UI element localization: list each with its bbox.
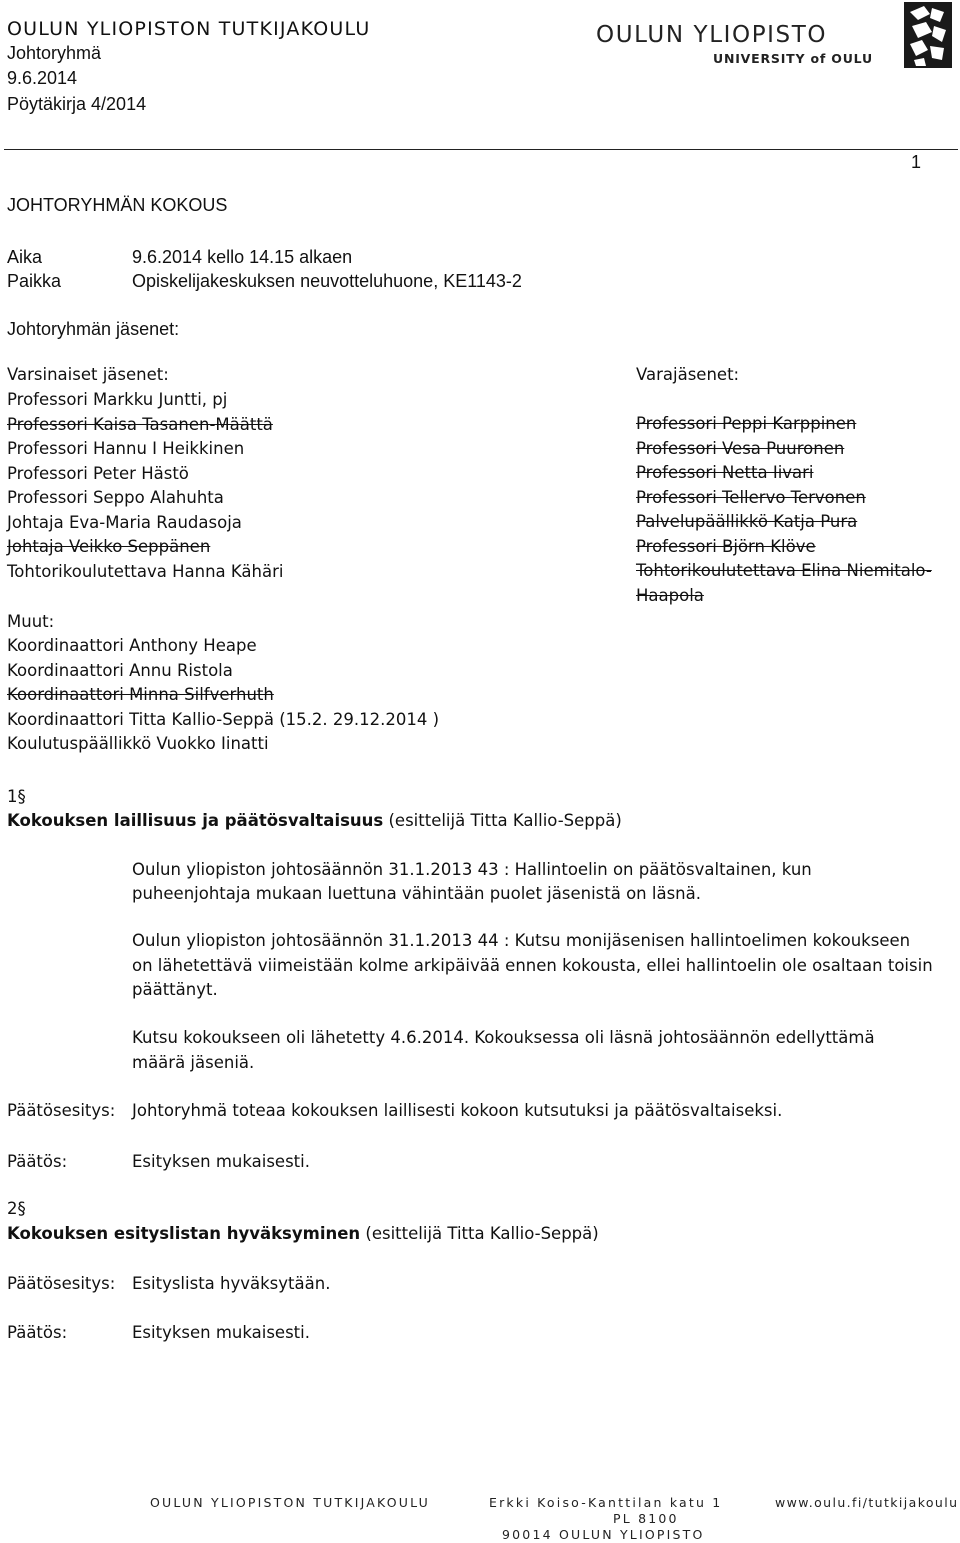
section2-decision-label: Päätös: (7, 1323, 68, 1342)
deputy-member-item: Professori Björn Klöve (636, 536, 816, 556)
footer-address-street: Erkki Koiso-Kanttilan katu 1 (489, 1495, 723, 1510)
regular-member-item: Tohtorikoulutettava Hanna Kähäri (7, 561, 284, 581)
regular-member-item: Professori Seppo Alahuhta (7, 488, 224, 507)
header-date: 9.6.2014 (7, 68, 78, 88)
section1-para1-line1: Oulun yliopiston johtosäännön 31.1.2013 43 : Hallintoelin on päätösvaltainen, kun (132, 860, 812, 879)
logo-subtitle: UNIVERSITY of OULU (713, 51, 873, 66)
section1-para3-line2: määrä jäseniä. (132, 1053, 255, 1072)
other-member-item: Koordinaattori Anthony Heape (7, 636, 257, 655)
logo-name: OULUN YLIOPISTO (596, 22, 828, 48)
header-divider (4, 149, 958, 150)
section1-para2-line3: päättänyt. (132, 980, 218, 999)
time-value: 9.6.2014 kello 14.15 alkaen (132, 247, 353, 267)
section1-proposal-label: Päätösesitys: (7, 1101, 116, 1120)
section-sign-icon: § (17, 1199, 26, 1218)
section1-para2-line2: on lähetettävä viimeistään kolme arkipäivää ennen kokousta, ellei hallintoelin ole osaltaan toisin (132, 956, 933, 975)
place-value: Opiskelijakeskuksen neuvotteluhuone, KE1143-2 (132, 271, 522, 291)
regular-member-item: Johtaja Eva-Maria Raudasoja (7, 512, 242, 532)
deputies-heading: Varajäsenet: (636, 365, 740, 384)
university-logo-icon (904, 2, 952, 68)
footer-web: www.oulu.fi/tutkijakoulu (775, 1495, 959, 1510)
place-label: Paikka (7, 271, 62, 291)
section1-title: Kokouksen laillisuus ja päätösvaltaisuus (esittelijä Titta Kallio-Seppä) (7, 811, 622, 830)
section1-para2-line1: Oulun yliopiston johtosäännön 31.1.2013 44 : Kutsu monijäsenisen hallintoelimen kokoukseen (132, 931, 911, 950)
section2-decision-text: Esityksen mukaisesti. (132, 1323, 310, 1342)
header-group: Johtoryhmä (7, 43, 102, 63)
section1-proposal-text: Johtoryhmä toteaa kokouksen laillisesti kokoon kutsutuksi ja päätösvaltaiseksi. (132, 1101, 783, 1120)
time-label: Aika (7, 247, 43, 267)
other-member-item: Koordinaattori Minna Silfverhuth (7, 685, 274, 704)
footer-address-city: 90014 OULUN YLIOPISTO (502, 1527, 705, 1542)
deputy-member-item: Professori Netta Iivari (636, 463, 814, 482)
other-member-item: Koulutuspäällikkö Vuokko Iinatti (7, 734, 269, 753)
section-sign-icon: § (17, 787, 26, 806)
section2-proposal-label: Päätösesitys: (7, 1274, 116, 1293)
deputy-member-item: Professori Vesa Puuronen (636, 438, 845, 458)
regular-members-heading: Varsinaiset jäsenet: (7, 365, 169, 384)
other-member-item: Koordinaattori Titta Kallio-Seppä (15.2. 29.12.2014 ) (7, 709, 440, 729)
regular-member-item: Professori Peter Hästö (7, 463, 189, 483)
regular-member-item: Johtaja Veikko Seppänen (7, 537, 211, 556)
deputy-member-item: Haapola (636, 585, 704, 605)
deputy-member-item: Palvelupäällikkö Katja Pura (636, 512, 858, 531)
section1-number: 1§ (7, 787, 26, 806)
document-title: JOHTORYHMÄN KOKOUS (7, 195, 228, 215)
footer-org: OULUN YLIOPISTON TUTKIJAKOULU (150, 1495, 430, 1510)
section1-para3-line1: Kutsu kokoukseen oli lähetetty 4.6.2014. Kokouksessa oli läsnä johtosäännön edellyttämä (132, 1028, 875, 1047)
page-number: 1 (911, 152, 922, 172)
regular-member-item: Professori Kaisa Tasanen-Määttä (7, 414, 273, 434)
section1-decision-label: Päätös: (7, 1152, 68, 1171)
deputy-member-item: Professori Tellervo Tervonen (636, 487, 866, 507)
footer-address-po: PL 8100 (613, 1511, 679, 1526)
others-heading: Muut: (7, 612, 55, 631)
deputy-member-item: Tohtorikoulutettava Elina Niemitalo- (636, 561, 932, 580)
section2-proposal-text: Esityslista hyväksytään. (132, 1274, 331, 1293)
section1-decision-text: Esityksen mukaisesti. (132, 1152, 310, 1171)
header-minutes: Pöytäkirja 4/2014 (7, 94, 147, 114)
header-school: OULUN YLIOPISTON TUTKIJAKOULU (7, 18, 371, 40)
regular-member-item: Professori Markku Juntti, pj (7, 390, 228, 409)
section1-para1-line2: puheenjohtaja mukaan luettuna vähintään puolet jäsenistä on läsnä. (132, 884, 701, 903)
deputy-member-item: Professori Peppi Karppinen (636, 414, 857, 433)
section2-title: Kokouksen esityslistan hyväksyminen (esittelijä Titta Kallio-Seppä) (7, 1224, 599, 1243)
regular-member-item: Professori Hannu I Heikkinen (7, 439, 245, 458)
other-member-item: Koordinaattori Annu Ristola (7, 660, 233, 680)
section2-number: 2§ (7, 1199, 26, 1218)
members-heading: Johtoryhmän jäsenet: (7, 319, 180, 339)
